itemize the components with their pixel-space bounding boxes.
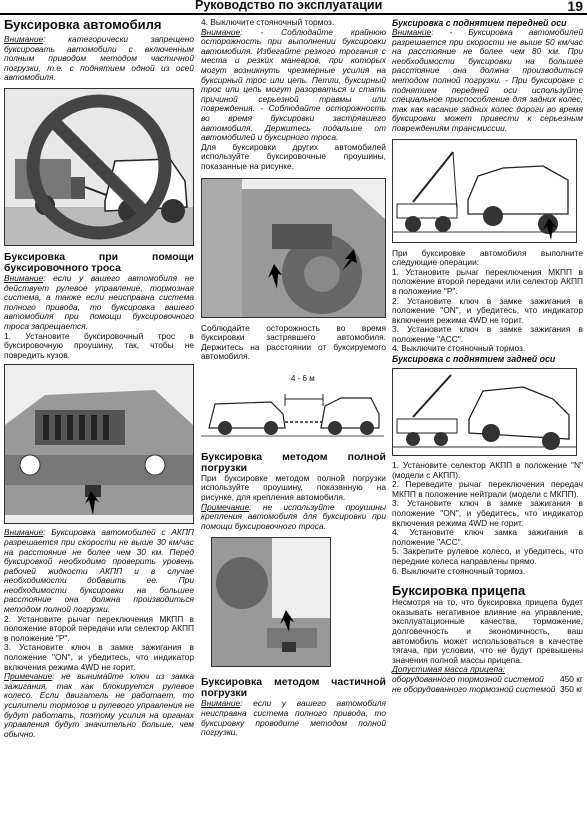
figure-tie-down-eye — [211, 537, 331, 667]
rear-step-2: 2. Переведите рычаг переключения передач МКПП в положение нейтрали (модели с МКПП). — [392, 479, 583, 499]
warning-partial: Внимание: если у вашего автомобиля неисправна система полного привода, то буксировку проводите методом полной погрузки. — [201, 698, 386, 738]
operations-intro: При буксировке автомобиля выполните следующие операции: — [392, 247, 583, 268]
step-3: 3. Установите ключ в замке зажигания в положение "ON", и убедитесь, что индикатор включения режима 4WD не горит. — [4, 642, 194, 672]
trailer-text: Несмотря на то, что буксировка прицепа будет оказывать негативное влияние на управление, эксплуатационные качества, торможение, долговечность и экономичность, ваш автомобиль может использоваться в качестве тягача, при условии, что не будут превышены значения полной массы прицепа. — [392, 597, 583, 665]
trailer-mass-unbraked: не оборудованного тормозной системой 350 кг — [392, 683, 583, 694]
warning-careful-towing: Внимание: - Соблюдайте крайнюю осторожность при выполнении буксировки автомобиля. Избегайте резкого трогания с места и резких маневров, при которых могут возникнуть чрезмерные усилия на буксирный трос или цепь. Петли, буксирный трос или цепь могут разорваться и стать причиной серьезной травмы или повреждения. - Соблюдайте осторожность во время буксировки застрявшего автомобиля. Держитесь подальше от автомобилей и буксирного троса. — [201, 26, 386, 143]
front-step-1: 1. Установите рычаг переключения МКПП в положение второй передачи или селектор АКПП в положение "P". — [392, 266, 583, 296]
front-step-3: 3. Установите ключ в замке зажигания в положение "ACC". — [392, 324, 583, 344]
rear-step-1: 1. Установите селектор АКПП в положение "N" (модели с АКПП). — [392, 460, 583, 480]
heading-towing: Буксировка автомобиля — [4, 17, 162, 32]
page-header — [0, 0, 587, 15]
warning-4wd: Внимание: категорически запрещено буксировать автомобили с включенным полным приводом методом частичной погрузки, т.е. с поднятием одной из осей автомобиля. — [4, 34, 194, 83]
page-number: 19 — [567, 0, 583, 14]
heading-partial-load: Буксировка методом частичной погрузки — [201, 676, 386, 700]
header-title: Руководство по эксплуатации — [195, 0, 383, 12]
figure-front-tow-hook — [4, 364, 194, 524]
warning-front-axle: Внимание: - Буксировка автомобилей разрешается при скорости не выше 50 км/час на расстояние не более чем 80 км. При необходимости буксировки на большее расстояние она должна производиться методом полной погрузки. - При буксировке с поднятием передней оси используйте специальное приспособление для задних колес, так как касание задних колес дороги во время буксировки может привести к серьезным повреждениям трансмиссии. — [392, 27, 583, 133]
step-4: 4. Выключите стояночный тормоз. — [201, 17, 335, 27]
full-load-text: При буксировке методом полной погрузки используйте проушину, показанную на рисунке, для крепления автомобиля. — [201, 472, 386, 503]
heading-rear-axle-lift: Буксировка с поднятием задней оси — [392, 354, 556, 365]
heading-front-axle-lift: Буксировка с поднятием передней оси — [392, 18, 567, 28]
warning-akpp: Внимание: Буксировка автомобилей с АКПП разрешается при скорости не выше 30 км/час на расстояние не более чем 30 км. Перед буксировкой необходимо проверить уровень рабочей жидкости АКПП и в случае необходимости добавить ее. При необходимости буксировки на большее расстояние она должна производиться методом полной погрузки. — [4, 527, 194, 615]
figure-prohibited-partial-tow — [4, 88, 194, 246]
step-2: 2. Установите рычаг переключения МКПП в положение второй передачи или селектор АКПП в положение "P". — [4, 613, 194, 643]
note-ignition-key: Примечание: не вынимайте ключ из замка зажигания, так как блокируется рулевое колесо. Если двигатель не работает, то усилители тормозов и рулевого управления не будут работать, поэтому усилия на органах управления будут значительно больше, чем обычно. — [4, 671, 194, 739]
column-2 — [201, 18, 386, 738]
heading-trailer: Буксировка прицепа — [392, 583, 526, 599]
distance-label: 4 - 6 м — [291, 373, 315, 383]
trailer-mass-label: Допустимая масса прицепа: — [392, 664, 506, 675]
front-step-4: 4. Выключите стояночный тормоз. — [392, 343, 526, 354]
rear-step-6: 6. Выключите стояночный тормоз. — [392, 565, 526, 576]
trailer-mass-braked: оборудованного тормозной системой 450 кг — [392, 673, 583, 684]
rear-step-5: 5. Закрепите рулевое колесо, и убедитесь, что передние колеса направлены прямо. — [392, 546, 583, 566]
warning-rope: Внимание: если у вашего автомобиля не действует рулевое управление, тормозная система, а также если неисправна система полного привода, то буксировка вашего автомобиля при помощи буксировочного троса запрещается. — [4, 272, 194, 331]
heading-rope-towing: Буксировка при помощи буксировочного троса — [4, 250, 194, 274]
figure-rear-tow-eye — [201, 178, 386, 318]
column-1 — [4, 18, 194, 739]
figure-front-axle-lift — [392, 139, 577, 243]
figure-rear-axle-lift — [392, 368, 577, 456]
step-1: 1. Установите буксировочный трос в буксировочную проушину, так, чтобы не повредить кузов. — [4, 330, 194, 360]
front-step-2: 2. Установите ключ в замке зажигания в положение "ON", и убедитесь, что индикатор включения режима 4WD не горит. — [392, 295, 583, 325]
column-3 — [392, 18, 583, 694]
rear-step-3: 3. Установите ключ в замке зажигания в положение "ON", и убедитесь, что индикатор включения режима 4WD не горит. — [392, 498, 583, 528]
note-eyelet: Примечание: не используйте проушины крепления автомобиля для буксировки при помощи буксировочного троса. — [201, 501, 386, 531]
stuck-vehicle-text: Для буксировки других автомобилей используйте буксировочные проушины, показанные на рисунке. — [201, 141, 386, 171]
careful-distance-text: Соблюдайте осторожность во время буксировки застрявшего автомобиля. Держитесь на расстоянии от буксируемого автомобиля. — [201, 322, 386, 362]
figure-rope-distance — [201, 366, 384, 444]
heading-full-load: Буксировка методом полной погрузки — [201, 450, 386, 474]
rear-step-4: 4. Установите ключ замка зажигания в положение "ACC". — [392, 527, 583, 547]
